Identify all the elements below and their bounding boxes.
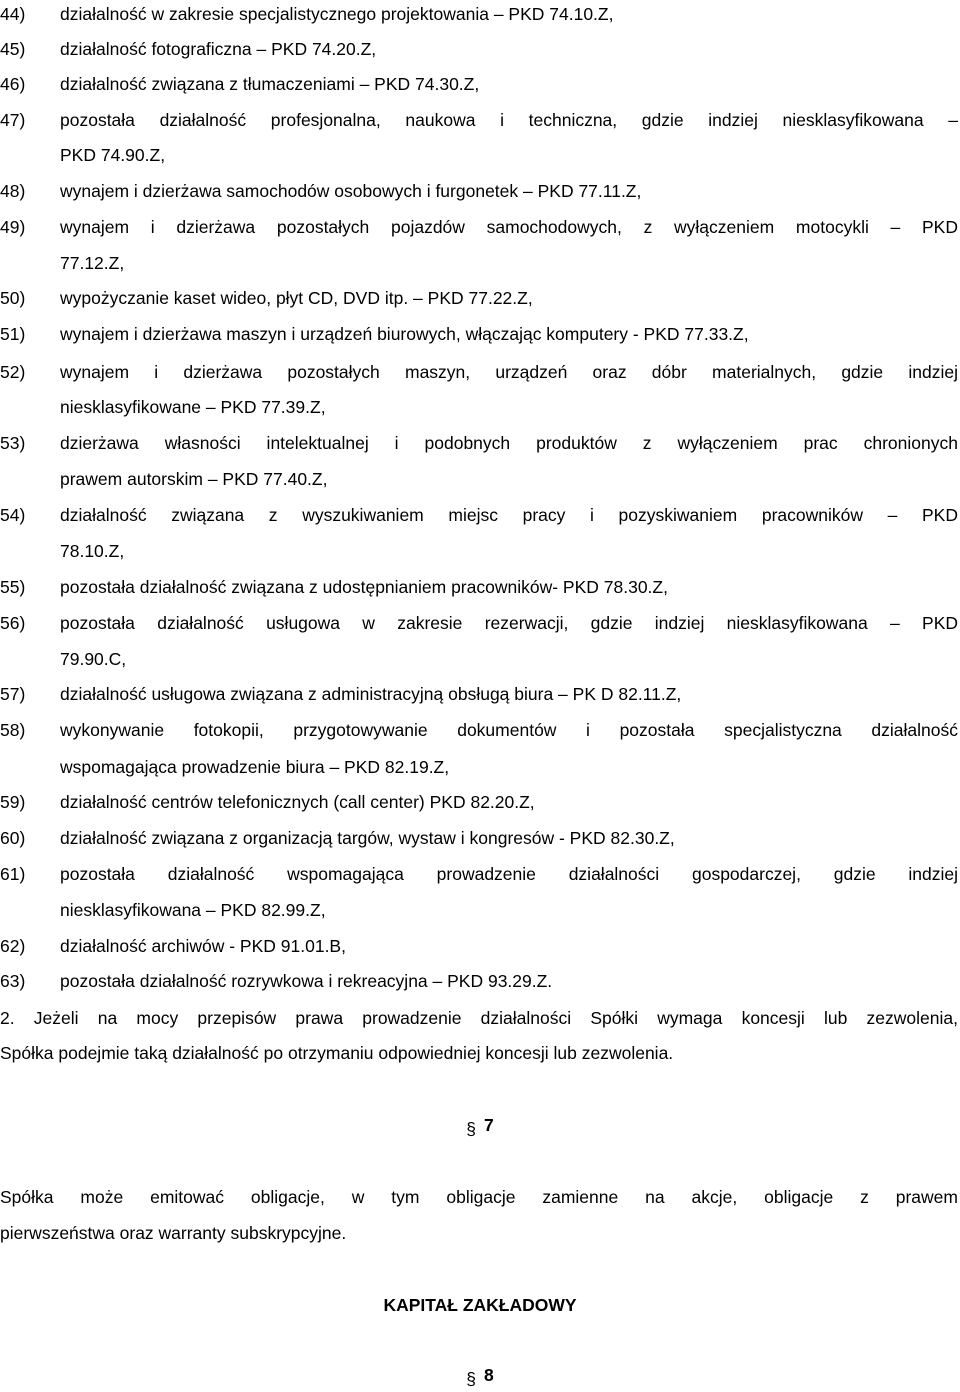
item-number: 60) (0, 828, 26, 848)
item-text-line2: niesklasyfikowane – PKD 77.39.Z, (60, 397, 326, 417)
item-number: 48) (0, 181, 26, 201)
item-number: 53) (0, 433, 26, 453)
item-text-line2: 78.10.Z, (60, 541, 125, 561)
item-number: 47) (0, 110, 26, 130)
item-number: 50) (0, 288, 26, 308)
item-text: wynajem i dzierżawa samochodów osobowych i furgonetek – PKD 77.11.Z, (60, 181, 642, 201)
item-text: pozostała działalność rozrywkowa i rekreacyjna – PKD 93.29.Z. (60, 971, 553, 991)
item-number: 46) (0, 74, 26, 94)
item-text-line1: wynajem i dzierżawa pozostałych maszyn, urządzeń oraz dóbr materialnych, gdzie indziej (60, 362, 958, 382)
item-number: 49) (0, 217, 26, 237)
paragraph-bonds-line1: Spółka może emitować obligacje, w tym obligacje zamienne na akcje, obligacje z prawem (0, 1187, 958, 1207)
item-text: wypożyczanie kaset wideo, płyt CD, DVD itp. – PKD 77.22.Z, (60, 288, 533, 308)
paragraph-bonds-line2: pierwszeństwa oraz warranty subskrypcyjne. (0, 1223, 347, 1243)
item-text: pozostała działalność związana z udostępnianiem pracowników- PKD 78.30.Z, (60, 577, 668, 597)
item-number: 61) (0, 864, 26, 884)
item-number: 55) (0, 577, 26, 597)
item-text-line2: niesklasyfikowana – PKD 82.99.Z, (60, 900, 326, 920)
item-number: 62) (0, 936, 26, 956)
item-number: 58) (0, 720, 26, 740)
item-text: działalność fotograficzna – PKD 74.20.Z, (60, 39, 377, 59)
item-text-line1: pozostała działalność wspomagająca prowadzenie działalności gospodarczej, gdzie indziej (60, 864, 958, 884)
item-text: działalność związana z tłumaczeniami – PKD 74.30.Z, (60, 74, 480, 94)
item-number: 54) (0, 505, 26, 525)
item-text: działalność archiwów - PKD 91.01.B, (60, 936, 346, 956)
item-number: 44) (0, 4, 26, 24)
item-number: 57) (0, 684, 26, 704)
item-text-line2: prawem autorskim – PKD 77.40.Z, (60, 469, 328, 489)
paragraph-point-2-line2: Spółka podejmie taką działalność po otrzymaniu odpowiedniej koncesji lub zezwolenia. (0, 1043, 674, 1063)
capital-heading: KAPITAŁ ZAKŁADOWY (383, 1295, 577, 1315)
item-text-line1: działalność związana z wyszukiwaniem miejsc pracy i pozyskiwaniem pracowników – PKD (60, 505, 958, 525)
paragraph-point-2-line1: 2. Jeżeli na mocy przepisów prawa prowadzenie działalności Spółki wymaga koncesji lub zezwolenia, (0, 1008, 958, 1028)
item-text-line2: PKD 74.90.Z, (60, 145, 166, 165)
item-text-line2: 79.90.C, (60, 649, 127, 669)
item-text-line2: 77.12.Z, (60, 253, 125, 273)
item-text-line2: wspomagająca prowadzenie biura – PKD 82.19.Z, (60, 757, 450, 777)
section-number: 8 (484, 1365, 494, 1385)
item-text: wynajem i dzierżawa maszyn i urządzeń biurowych, włączając komputery - PKD 77.33.Z, (60, 324, 749, 344)
section-heading-7 (0, 1110, 960, 1140)
item-text-line1: dzierżawa własności intelektualnej i podobnych produktów z wyłączeniem prac chronionych (60, 433, 958, 453)
item-text: działalność związana z organizacją targów, wystaw i kongresów - PKD 82.30.Z, (60, 828, 675, 848)
item-text-line1: wykonywanie fotokopii, przygotowywanie dokumentów i pozostała specjalistyczna działalność (60, 720, 958, 740)
item-number: 45) (0, 39, 26, 59)
item-number: 63) (0, 971, 26, 991)
item-number: 56) (0, 613, 26, 633)
section-sign: § (466, 1119, 476, 1139)
item-number: 52) (0, 362, 26, 382)
item-number: 59) (0, 792, 26, 812)
item-text: działalność centrów telefonicznych (call center) PKD 82.20.Z, (60, 792, 535, 812)
section-heading-8 (0, 1360, 960, 1390)
item-text-line1: pozostała działalność usługowa w zakresie rezerwacji, gdzie indziej niesklasyfikowana – PKD (60, 613, 958, 633)
section-number: 7 (484, 1115, 494, 1135)
item-text: działalność usługowa związana z administracyjną obsługą biura – PK D 82.11.Z, (60, 684, 682, 704)
item-text-line1: wynajem i dzierżawa pozostałych pojazdów samochodowych, z wyłączeniem motocykli – PKD (60, 217, 958, 237)
item-number: 51) (0, 324, 26, 344)
item-text-line1: pozostała działalność profesjonalna, naukowa i techniczna, gdzie indziej niesklasyfikowana – (60, 110, 958, 130)
section-sign: § (466, 1369, 476, 1389)
item-text: działalność w zakresie specjalistycznego projektowania – PKD 74.10.Z, (60, 4, 614, 24)
